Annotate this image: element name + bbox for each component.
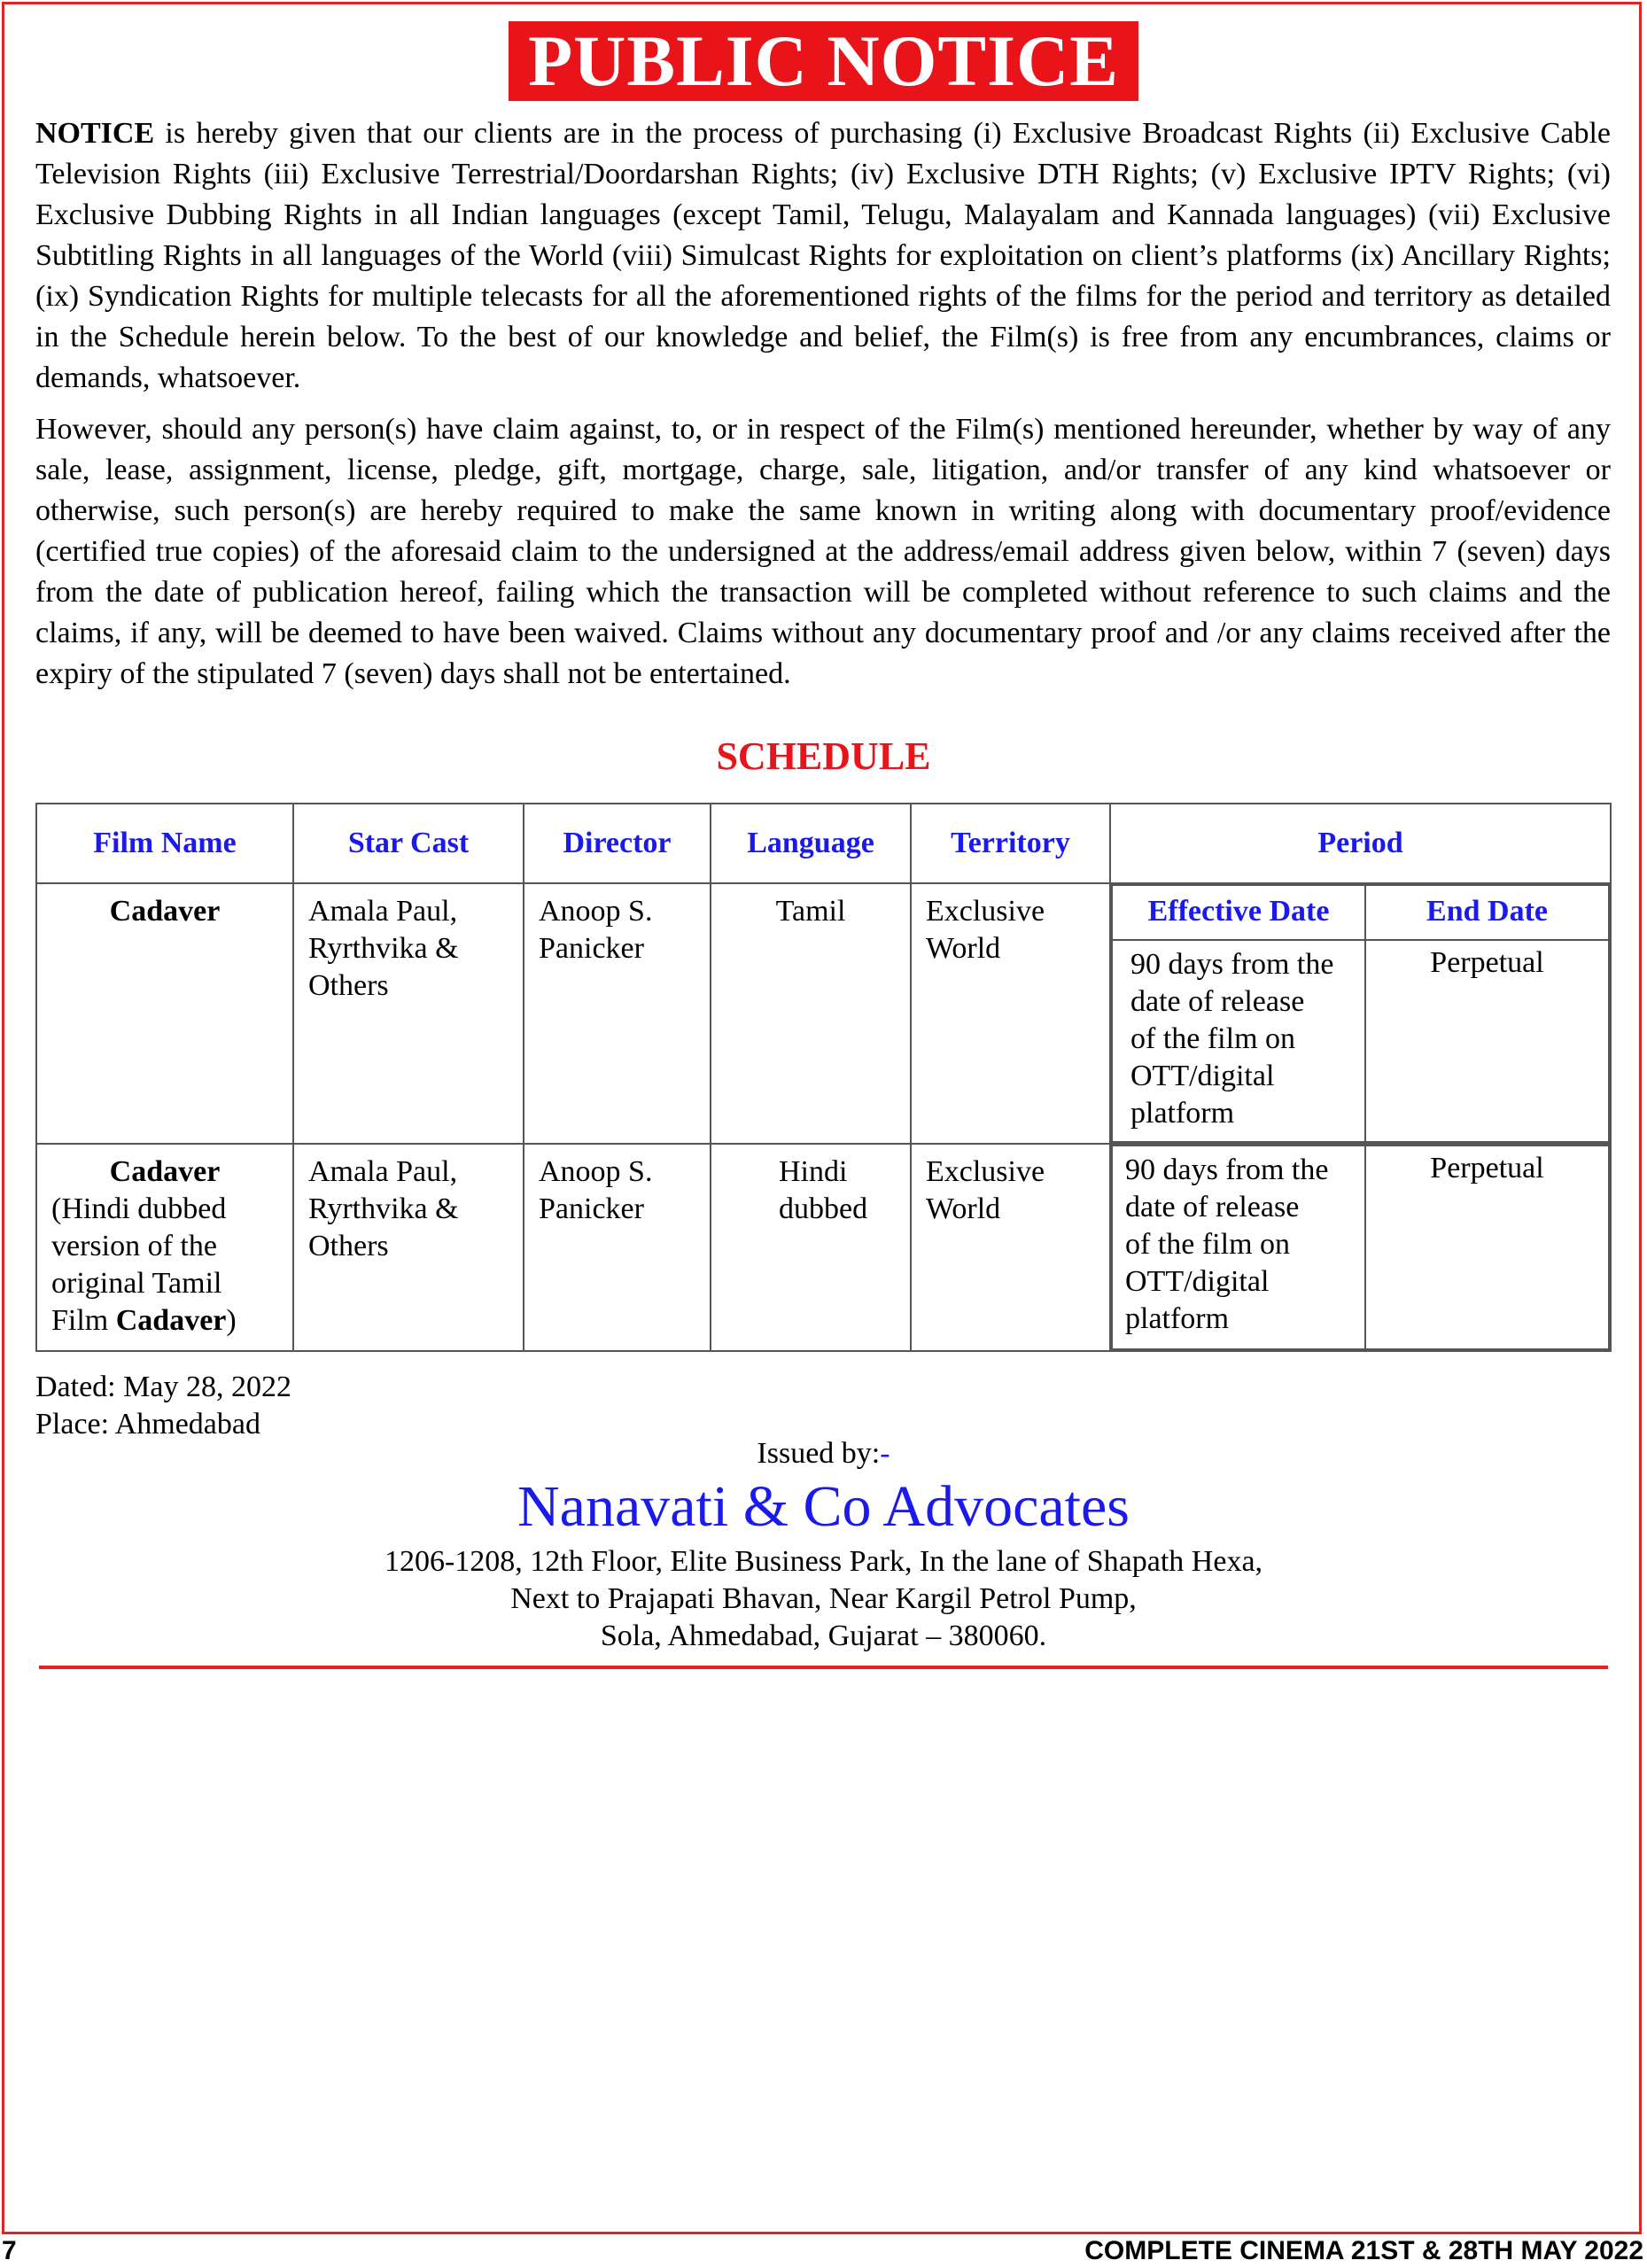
territory-line: World: [926, 1192, 1001, 1225]
divider: [39, 1666, 1608, 1669]
header-star-cast: Star Cast: [293, 804, 524, 883]
star-cast-line: Others: [308, 1230, 389, 1262]
header-language: Language: [711, 804, 911, 883]
territory-line: Exclusive: [926, 895, 1045, 928]
table-row: [36, 883, 1611, 1144]
star-cast-line: Amala Paul,: [308, 1155, 458, 1188]
page-number: 7: [2, 2236, 17, 2265]
notice-lead: NOTICE: [35, 117, 155, 150]
effective-date-line: OTT/digital: [1130, 1060, 1275, 1092]
film-name: Cadaver: [109, 1155, 221, 1188]
territory-line: Exclusive: [926, 1155, 1045, 1188]
period-subtable: [1111, 884, 1610, 1143]
effective-date-line: OTT/digital: [1125, 1265, 1270, 1298]
effective-date-line: date of release: [1125, 1191, 1300, 1223]
dated-line: Dated: May 28, 2022: [35, 1371, 291, 1403]
header-film-name: Film Name: [36, 804, 293, 883]
language-line: Tamil: [775, 895, 846, 928]
firm-name: Nanavati & Co Advocates: [517, 1474, 1130, 1539]
star-cast-line: Ryrthvika &: [308, 932, 459, 965]
film-note-line: (Hindi dubbed: [51, 1192, 227, 1225]
address-line: Next to Prajapati Bhavan, Near Kargil Petrol Pump,: [510, 1582, 1137, 1615]
effective-date-line: 90 days from the: [1125, 1153, 1329, 1186]
territory-line: World: [926, 932, 1001, 965]
director-line: Panicker: [539, 1192, 644, 1225]
issued-by: Issued by:-: [757, 1437, 890, 1470]
film-note-line: Film Cadaver): [51, 1304, 237, 1337]
star-cast-line: Others: [308, 969, 389, 1002]
header-director: Director: [524, 804, 711, 883]
director-line: Anoop S.: [539, 895, 653, 928]
effective-date-line: platform: [1130, 1097, 1235, 1130]
effective-date-line: of the film on: [1125, 1228, 1291, 1261]
schedule-table: [35, 803, 1612, 1352]
notice-paragraph-1-text: is hereby given that our clients are in the process of purchasing (i) Exclusive Broadcast Rights (ii) Exclusive Cable Television Rights (iii) Exclusive Terrestrial/Doordarshan Rights; (iv) Exclusive DTH Rights; (v) Exclusive IPTV Rights; (vi) Exclusive Dubbing Rights in all Indian languages (except Tamil, Telugu, Malayalam and Kannada languages) (vii) Exclusive Subtitling Rights in all languages of the World (viii) Simulcast Rights for exploitation on client’s platforms (ix) Ancillary Rights; (ix) Syndication Rights for multiple telecasts for all the aforementioned rights of the films for the period and territory as detailed in the Schedule herein below. To the best of our knowledge and belief, the Film(s) is free from any encumbrances, claims or demands, whatsoever.: [35, 117, 1611, 394]
table-row: [36, 1144, 1611, 1351]
schedule-heading: SCHEDULE: [716, 734, 931, 778]
notice-paragraph-1: [35, 113, 1611, 399]
language-line: dubbed: [779, 1192, 868, 1225]
notice-title: PUBLIC NOTICE: [509, 21, 1138, 101]
effective-date-line: platform: [1125, 1302, 1230, 1335]
star-cast-line: Ryrthvika &: [308, 1192, 459, 1225]
place-line: Place: Ahmedabad: [35, 1408, 260, 1441]
publication-name: COMPLETE CINEMA 21ST & 28TH MAY 2022: [1084, 2236, 1643, 2265]
page-footer: [0, 2236, 1647, 2268]
effective-date-line: of the film on: [1130, 1022, 1296, 1055]
film-note-line: original Tamil: [51, 1267, 222, 1300]
director-line: Anoop S.: [539, 1155, 653, 1188]
header-territory: Territory: [911, 804, 1110, 883]
schedule-header-row: [36, 804, 1611, 883]
end-date: Perpetual: [1430, 946, 1544, 979]
language-line: Hindi: [779, 1155, 848, 1188]
end-date: Perpetual: [1430, 1152, 1544, 1184]
header-period: Period: [1110, 804, 1611, 883]
address-line: Sola, Ahmedabad, Gujarat – 380060.: [600, 1619, 1047, 1652]
header-effective-date: Effective Date: [1147, 895, 1330, 928]
effective-date-line: date of release: [1130, 985, 1305, 1018]
film-name: Cadaver: [109, 895, 221, 928]
address-line: 1206-1208, 12th Floor, Elite Business Park, In the lane of Shapath Hexa,: [384, 1545, 1263, 1578]
notice-paragraph-2: However, should any person(s) have claim against, to, or in respect of the Film(s) mentioned hereunder, whether by way of any sale, lease, assignment, license, pledge, gift, mortgage, charge, sale, litigation, and/or transfer of any kind whatsoever or otherwise, such person(s) are hereby required to make the same known in writing along with documentary proof/evidence (certified true copies) of the aforesaid claim to the undersigned at the address/email address given below, within 7 (seven) days from the date of publication hereof, failing which the transaction will be completed without reference to such claims and the claims, if any, will be deemed to have been waived. Claims without any documentary proof and /or any claims received after the expiry of the stipulated 7 (seven) days shall not be entertained.: [35, 413, 1611, 690]
film-note-line: version of the: [51, 1230, 217, 1262]
firm-address: [0, 1543, 1647, 1655]
period-subtable: [1111, 1145, 1610, 1350]
effective-date-line: 90 days from the: [1130, 948, 1334, 981]
star-cast-line: Amala Paul,: [308, 895, 458, 928]
header-end-date: End Date: [1426, 895, 1548, 928]
director-line: Panicker: [539, 932, 644, 965]
